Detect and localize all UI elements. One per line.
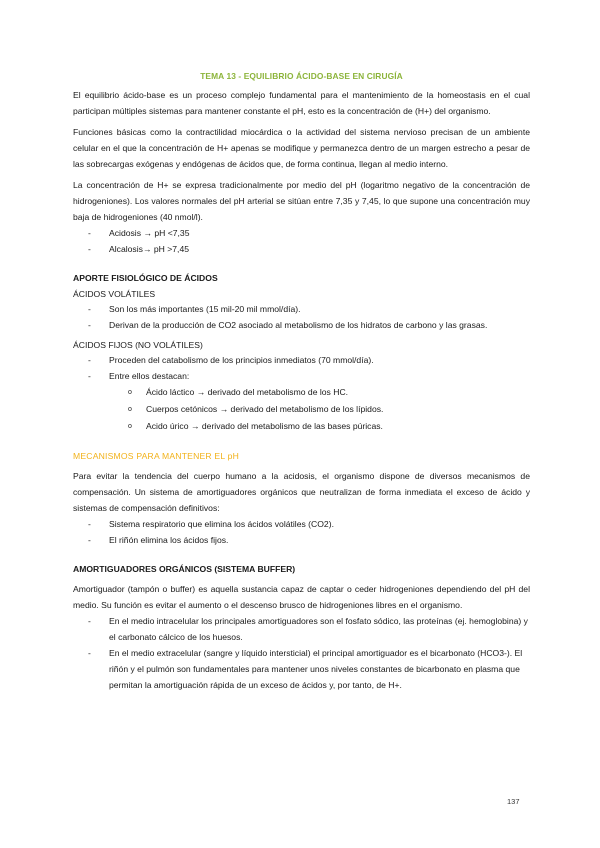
list-item: - Son los más importantes (15 mil-20 mil mmol/día). [73,301,530,317]
volatiles-list [73,301,530,333]
ph-list [73,225,530,257]
section-heading-aporte: APORTE FISIOLÓGICO DE ÁCIDOS [73,273,218,283]
section-heading-amortiguadores: AMORTIGUADORES ORGÁNICOS (SISTEMA BUFFER) [73,564,296,574]
list-item: - Sistema respiratorio que elimina los ácidos volátiles (CO2). [73,516,530,532]
list-item: o Acido úrico → derivado del metabolismo de las bases púricas. [73,418,530,435]
fijos-list [73,352,530,384]
page-title: TEMA 13 - EQUILIBRIO ÁCIDO-BASE EN CIRUGÍA [200,71,403,81]
intro-paragraph-3: La concentración de H+ se expresa tradicionalmente por medio del pH (logaritmo negativo de la concentración de hidrogeniones). Los valores normales del pH arterial se sitúan entre 7,35 y 7,45, lo que supone una concentración muy baja de hidrogeniones (40 nmol/l). [73,180,530,222]
fijos-sublist [73,384,530,435]
list-item: - En el medio intracelular los principales amortiguadores son el fosfato sódico, las proteínas (ej. hemoglobina) y el carbonato cálcico de los huesos. [73,613,530,645]
list-item: - Derivan de la producción de CO2 asociado al metabolismo de los hidratos de carbono y las grasas. [73,317,530,333]
list-item: o Cuerpos cetónicos → derivado del metabolismo de los lípidos. [73,401,530,418]
list-item: - Entre ellos destacan: [73,368,530,384]
page-number: 137 [507,797,520,806]
list-item: o Ácido láctico → derivado del metabolismo de los HC. [73,384,530,401]
list-item: - Acidosis → pH <7,35 [73,225,530,241]
intro-paragraph-1: El equilibrio ácido-base es un proceso complejo fundamental para el mantenimiento de la homeostasis en el cual participan múltiples sistemas para mantener constante el pH, esto es la concentración de (H+) del organismo. [73,90,530,116]
amortiguadores-list [73,613,530,693]
list-item: - En el medio extracelular (sangre y líquido intersticial) el principal amortiguador es el bicarbonato (HCO3-). El riñón y el pulmón son fundamentales para mantener unos niveles constantes de bicarbonato en plasma que permitan la amortiguación rápida de un exceso de ácidos y, por tanto, de H+. [73,645,530,693]
mecanismos-list [73,516,530,548]
subheading-fijos: ÁCIDOS FIJOS (NO VOLÁTILES) [73,340,203,350]
mecanismos-paragraph: Para evitar la tendencia del cuerpo humano a la acidosis, el organismo dispone de diversos mecanismos de compensación. Un sistema de amortiguadores orgánicos que neutralizan de forma inmediata el exceso de ácido y sistemas de compensación definitivos: [73,471,530,513]
list-item: - El riñón elimina los ácidos fijos. [73,532,530,548]
list-item: - Alcalosis→ pH >7,45 [73,241,530,257]
section-heading-mecanismos: MECANISMOS PARA MANTENER EL pH [73,451,239,461]
intro-paragraph-2: Funciones básicas como la contractilidad miocárdica o la actividad del sistema nervioso precisan de un ambiente celular en el que la concentración de H+ apenas se modifique y permanezca dentro de un margen estrecho a pesar de las sobrecargas exógenas y endógenas de ácidos que, de forma continua, llegan al medio interno. [73,127,530,169]
list-item: - Proceden del catabolismo de los principios inmediatos (70 mmol/día). [73,352,530,368]
subheading-volatiles: ÁCIDOS VOLÁTILES [73,289,156,299]
document-page [73,70,530,693]
amortiguadores-paragraph: Amortiguador (tampón o buffer) es aquella sustancia capaz de captar o ceder hidrogeniones dependiendo del pH del medio. Su función es evitar el aumento o el descenso brusco de hidrogeniones libres en el organismo. [73,584,530,610]
